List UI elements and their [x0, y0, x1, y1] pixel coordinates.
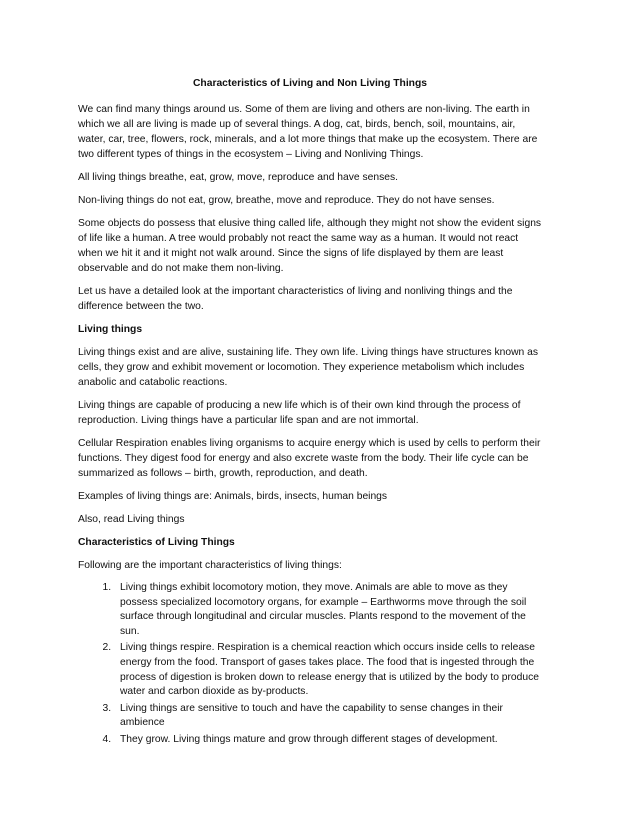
document-title: Characteristics of Living and Non Living Things: [193, 78, 427, 89]
living-paragraph-1: Living things exist and are alive, sustaining life. They own life. Living things have structures known as cells, they grow and exhibit movement or locomotion. They experience metabolism which includes anabolic and catabolic reactions.: [78, 347, 538, 388]
also-read-paragraph: Also, read Living things: [78, 514, 185, 525]
intro-paragraph-2: All living things breathe, eat, grow, move, reproduce and have senses.: [78, 172, 398, 183]
list-item: 1. Living things exhibit locomotory motion, they move. Animals are able to move as they possess specialized locomotory organs, for example – Earthworms move through the soil surface through longitudinal and circular muscles. Plants respond to the movement of the sun.: [114, 581, 542, 639]
list-item: 4. They grow. Living things mature and grow through different stages of development.: [114, 733, 542, 748]
living-examples-paragraph: Examples of living things are: Animals, birds, insects, human beings: [78, 491, 388, 502]
intro-paragraph-4: Some objects do possess that elusive thing called life, although they might not show the evident signs of life like a human. A tree would probably not react the same way as a human. It would not react when we hit it and it might not walk around. Since the signs of life displayed by them are least observable and do not make them non-living.: [78, 218, 542, 274]
characteristics-heading: Characteristics of Living Things: [78, 537, 235, 548]
list-item: 3. Living things are sensitive to touch and have the capability to sense changes in their ambience: [114, 702, 542, 731]
living-paragraph-2: Living things are capable of producing a new life which is of their own kind through the process of reproduction. Living things have a particular life span and are not immortal.: [78, 400, 521, 426]
intro-paragraph-1: We can find many things around us. Some of them are living and others are non-living. The earth in which we all are living is made up of several things. A dog, cat, birds, bench, soil, mountains, air, water, car, tree, flowers, rock, minerals, and a lot more things that make up the ecosystem. There are two different types of things in the ecosystem – Living and Nonliving Things.: [78, 104, 538, 160]
intro-paragraph-5: Let us have a detailed look at the important characteristics of living and nonliving things and the difference between the two.: [78, 286, 513, 312]
characteristics-intro: Following are the important characteristics of living things:: [78, 560, 342, 571]
living-paragraph-3: Cellular Respiration enables living organisms to acquire energy which is used by cells to perform their functions. They digest food for energy and also excrete waste from the body. Their life cycle can be summarized as follows – birth, growth, reproduction, and death.: [78, 438, 541, 479]
list-item: 2. Living things respire. Respiration is a chemical reaction which occurs inside cells to release energy from the food. Transport of gases takes place. The food that is ingested through the process of digestion is broken down to release energy that is utilized by the body to produce water and carbon dioxide as by-products.: [114, 641, 542, 699]
living-things-heading: Living things: [78, 324, 143, 335]
intro-paragraph-3: Non-living things do not eat, grow, breathe, move and reproduce. They do not have senses.: [78, 195, 495, 206]
characteristics-list: [78, 581, 542, 748]
